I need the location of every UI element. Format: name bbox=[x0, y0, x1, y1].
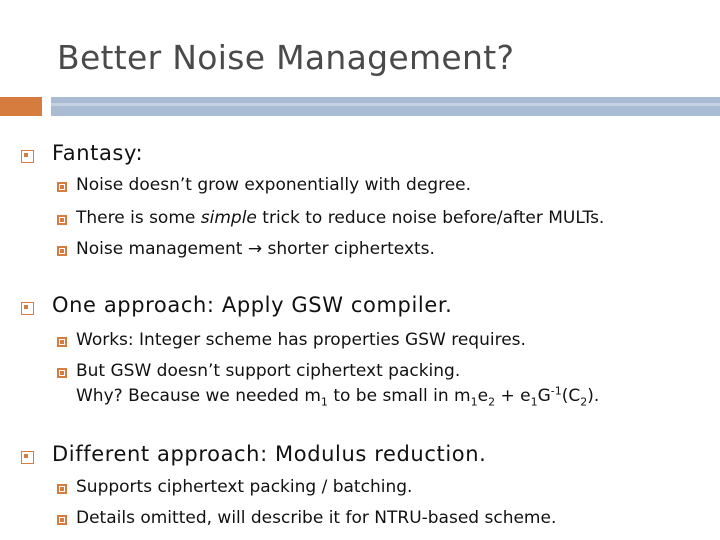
subscript: 1 bbox=[530, 395, 538, 409]
text-part: + e bbox=[495, 386, 531, 406]
bullet-icon bbox=[21, 150, 34, 163]
text-part: e bbox=[477, 386, 489, 406]
text-part: to be small in m bbox=[327, 386, 471, 406]
sub-bullet-icon bbox=[57, 182, 67, 192]
bullet-different-approach: Different approach: Modulus reduction. bbox=[52, 442, 487, 466]
subscript: 1 bbox=[470, 395, 478, 409]
title-accent-bar bbox=[0, 97, 42, 116]
text-part: Why? Because we needed m bbox=[76, 386, 321, 406]
text-part: trick to reduce noise before/after MULTs. bbox=[256, 208, 605, 228]
superscript: -1 bbox=[550, 384, 562, 398]
sub-bullet-simple-trick bbox=[76, 208, 604, 228]
sub-bullet-icon bbox=[57, 368, 67, 378]
sub-bullet-icon bbox=[57, 337, 67, 347]
bullet-one-approach: One approach: Apply GSW compiler. bbox=[52, 293, 453, 317]
title-rule-line bbox=[51, 103, 720, 106]
why-continuation-line bbox=[76, 384, 600, 409]
title-rule-bar bbox=[51, 97, 720, 116]
subscript: 2 bbox=[580, 395, 588, 409]
bullet-icon bbox=[21, 451, 34, 464]
slide-title: Better Noise Management? bbox=[57, 38, 515, 77]
subscript: 1 bbox=[320, 395, 328, 409]
sub-bullet-icon bbox=[57, 484, 67, 494]
text-part: G bbox=[537, 386, 551, 406]
sub-bullet-details-omitted: Details omitted, will describe it for NTRU-based scheme. bbox=[76, 508, 557, 528]
sub-bullet-supports-packing: Supports ciphertext packing / batching. bbox=[76, 477, 413, 497]
sub-bullet-icon bbox=[57, 246, 67, 256]
sub-bullet-icon bbox=[57, 515, 67, 525]
sub-bullet-noise-management: Noise management → shorter ciphertexts. bbox=[76, 239, 435, 259]
sub-bullet-icon bbox=[57, 215, 67, 225]
subscript: 2 bbox=[488, 395, 496, 409]
sub-bullet-gsw-packing: But GSW doesn’t support ciphertext packing. bbox=[76, 361, 461, 381]
text-part: ). bbox=[587, 386, 600, 406]
emphasis-simple: simple bbox=[200, 208, 257, 228]
text-part: (C bbox=[561, 386, 581, 406]
text-part: There is some bbox=[76, 208, 201, 228]
bullet-fantasy: Fantasy: bbox=[52, 141, 144, 165]
sub-bullet-works: Works: Integer scheme has properties GSW requires. bbox=[76, 330, 526, 350]
sub-bullet-noise-growth: Noise doesn’t grow exponentially with degree. bbox=[76, 175, 472, 195]
bullet-icon bbox=[21, 302, 34, 315]
